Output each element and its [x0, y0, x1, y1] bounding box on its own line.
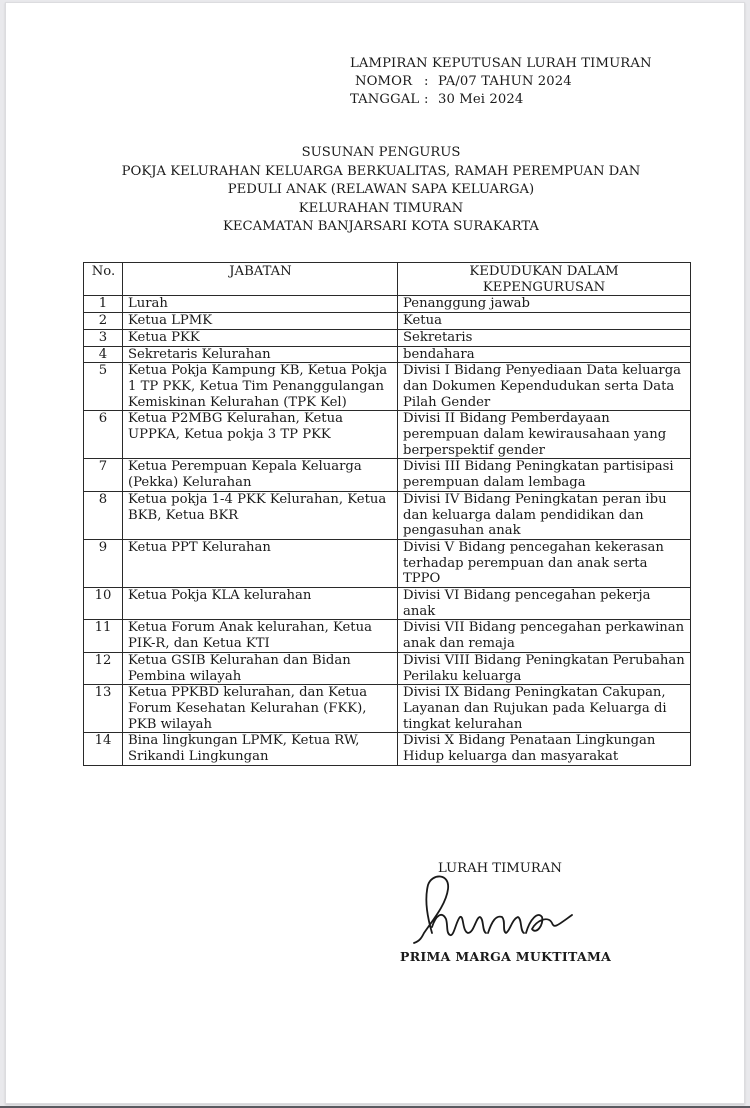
row-number: 1 — [84, 296, 123, 313]
title-line-3: PEDULI ANAK (RELAWAN SAPA KELUARGA) — [227, 182, 535, 198]
nomor-colon: : — [424, 74, 429, 89]
table-row — [84, 329, 691, 346]
header-no: No. — [84, 263, 123, 296]
table-row — [84, 459, 691, 491]
signatory-name: PRIMA MARGA MUKTITAMA — [400, 949, 612, 964]
row-jabatan: Ketua PPKBD kelurahan, dan Ketua Forum Kesehatan Kelurahan (FKK), PKB wilayah — [123, 685, 398, 733]
row-number: 14 — [84, 733, 123, 765]
title-line-4: KELURAHAN TIMURAN — [298, 200, 464, 216]
row-kedudukan: Divisi I Bidang Penyediaan Data keluarga dan Dokumen Kependudukan serta Data Pilah Gender — [398, 363, 691, 411]
row-kedudukan: Divisi IX Bidang Peningkatan Cakupan, Layanan dan Rujukan pada Keluarga di tingkat kelurahan — [398, 685, 691, 733]
row-jabatan: Bina lingkungan LPMK, Ketua RW, Srikandi Lingkungan — [123, 733, 398, 765]
document-page — [5, 2, 745, 1104]
row-kedudukan: bendahara — [398, 346, 691, 363]
row-kedudukan: Divisi II Bidang Pemberdayaan perempuan dalam kewirausahaan yang berperspektif gender — [398, 411, 691, 459]
row-kedudukan: Ketua — [398, 313, 691, 330]
row-number: 3 — [84, 329, 123, 346]
row-jabatan: Ketua GSIB Kelurahan dan Bidan Pembina wilayah — [123, 652, 398, 684]
row-jabatan: Ketua PKK — [123, 329, 398, 346]
row-jabatan: Ketua P2MBG Kelurahan, Ketua UPPKA, Ketua pokja 3 TP PKK — [123, 411, 398, 459]
row-jabatan: Ketua Perempuan Kepala Keluarga (Pekka) Kelurahan — [123, 459, 398, 491]
row-jabatan: Sekretaris Kelurahan — [123, 346, 398, 363]
row-number: 12 — [84, 652, 123, 684]
row-kedudukan: Sekretaris — [398, 329, 691, 346]
signatory-title: LURAH TIMURAN — [438, 861, 562, 876]
nomor-value: PA/07 TAHUN 2024 — [438, 74, 572, 89]
table-row — [84, 620, 691, 652]
tanggal-label: TANGGAL — [350, 92, 420, 107]
attachment-header — [350, 55, 652, 109]
table-row — [84, 346, 691, 363]
table-header-row — [84, 263, 691, 296]
table-row — [84, 685, 691, 733]
table-body — [84, 296, 691, 765]
lampiran-text: LAMPIRAN KEPUTUSAN LURAH TIMURAN — [350, 56, 652, 71]
row-number: 8 — [84, 491, 123, 539]
row-jabatan: Ketua LPMK — [123, 313, 398, 330]
row-kedudukan: Divisi VI Bidang pencegahan pekerja anak — [398, 588, 691, 620]
row-kedudukan: Divisi VII Bidang pencegahan perkawinan anak dan remaja — [398, 620, 691, 652]
table-row — [84, 733, 691, 765]
row-kedudukan: Divisi VIII Bidang Peningkatan Perubahan Perilaku keluarga — [398, 652, 691, 684]
row-jabatan: Ketua Pokja Kampung KB, Ketua Pokja 1 TP PKK, Ketua Tim Penanggulangan Kemiskinan Kelurahan (TPK Kel) — [123, 363, 398, 411]
row-kedudukan: Divisi X Bidang Penataan Lingkungan Hidup keluarga dan masyarakat — [398, 733, 691, 765]
row-kedudukan: Penanggung jawab — [398, 296, 691, 313]
row-jabatan: Ketua pokja 1-4 PKK Kelurahan, Ketua BKB, Ketua BKR — [123, 491, 398, 539]
tanggal-colon: : — [424, 92, 429, 107]
row-number: 6 — [84, 411, 123, 459]
table-row — [84, 411, 691, 459]
title-line-5: KECAMATAN BANJARSARI KOTA SURAKARTA — [223, 219, 539, 235]
header-kedudukan: KEDUDUKAN DALAM KEPENGURUSAN — [398, 263, 691, 296]
table-row — [84, 296, 691, 313]
row-kedudukan: Divisi V Bidang pencegahan kekerasan terhadap perempuan dan anak serta TPPO — [398, 539, 691, 587]
tanggal-value: 30 Mei 2024 — [438, 92, 524, 107]
table-row — [84, 313, 691, 330]
row-number: 10 — [84, 588, 123, 620]
committee-table — [83, 262, 691, 766]
row-jabatan: Ketua Pokja KLA kelurahan — [123, 588, 398, 620]
row-number: 2 — [84, 313, 123, 330]
row-kedudukan: Divisi III Bidang Peningkatan partisipasi perempuan dalam lembaga — [398, 459, 691, 491]
table-row — [84, 652, 691, 684]
header-jabatan: JABATAN — [123, 263, 398, 296]
row-jabatan: Lurah — [123, 296, 398, 313]
title-line-1: SUSUNAN PENGURUS — [301, 145, 461, 160]
row-number: 11 — [84, 620, 123, 652]
table-row — [84, 588, 691, 620]
row-number: 13 — [84, 685, 123, 733]
nomor-label: NOMOR — [355, 74, 413, 89]
row-number: 9 — [84, 539, 123, 587]
table-row — [84, 363, 691, 411]
table-row — [84, 539, 691, 587]
document-title — [76, 144, 686, 237]
table-row — [84, 491, 691, 539]
handwritten-signature — [402, 871, 602, 951]
row-jabatan: Ketua PPT Kelurahan — [123, 539, 398, 587]
row-jabatan: Ketua Forum Anak kelurahan, Ketua PIK-R, dan Ketua KTI — [123, 620, 398, 652]
title-line-2: POKJA KELURAHAN KELUARGA BERKUALITAS, RAMAH PEREMPUAN DAN — [121, 163, 641, 179]
row-number: 4 — [84, 346, 123, 363]
row-kedudukan: Divisi IV Bidang Peningkatan peran ibu dan keluarga dalam pendidikan dan pengasuhan anak — [398, 491, 691, 539]
row-number: 7 — [84, 459, 123, 491]
row-number: 5 — [84, 363, 123, 411]
